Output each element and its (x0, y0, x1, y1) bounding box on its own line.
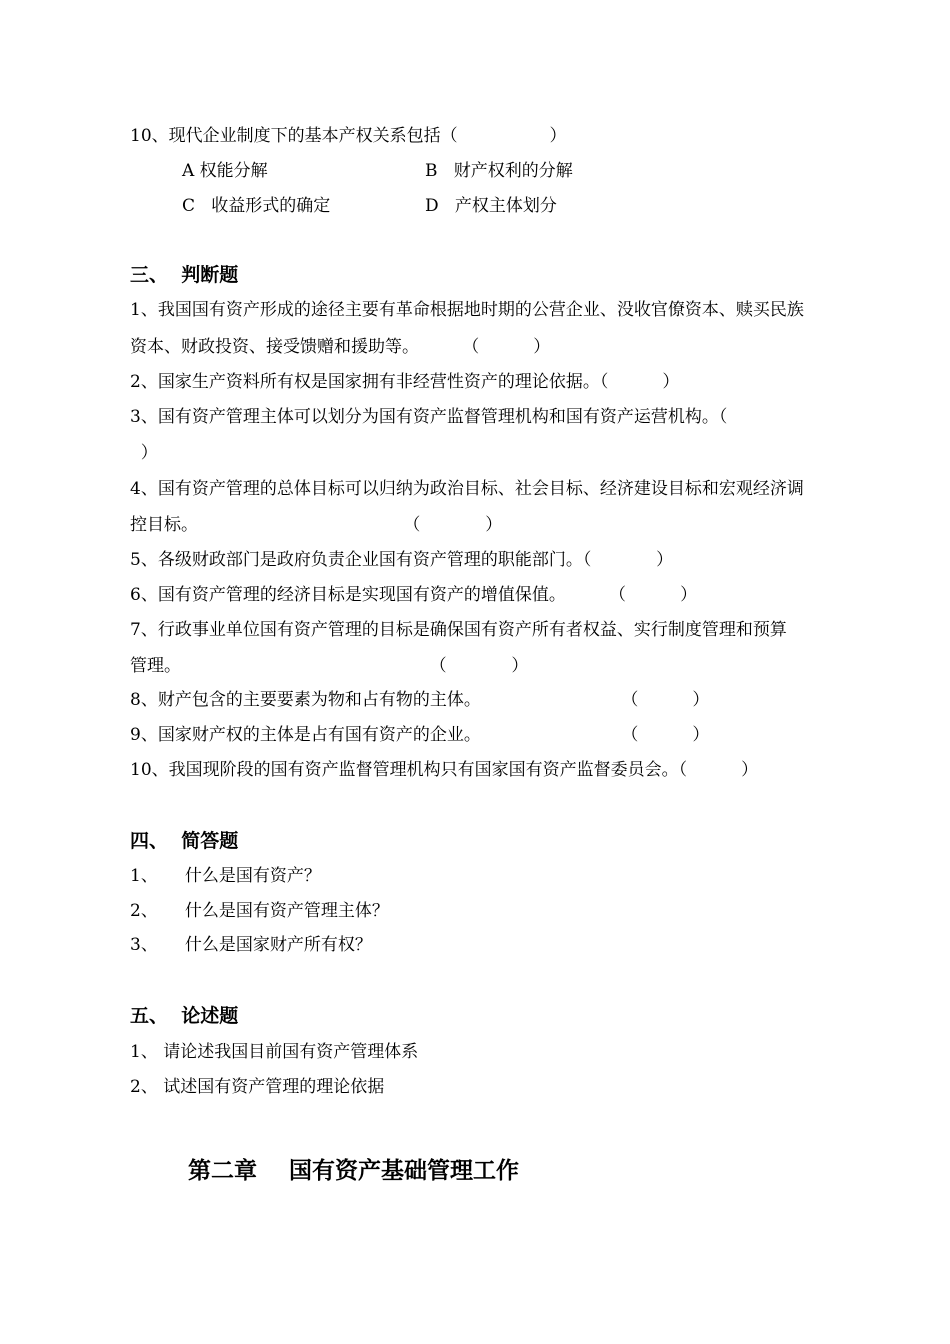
judgement-line: 1、我国国有资产形成的途径主要有革命根据地时期的公营企业、没收官僚资本、赎买民族 (130, 300, 804, 320)
short-answer-item: 3、 什么是国家财产所有权？ (130, 935, 372, 955)
short-answer-item: 2、 什么是国有资产管理主体？ (130, 901, 389, 921)
judgement-line: 4、国有资产管理的总体目标可以归纳为政治目标、社会目标、经济建设目标和宏观经济调 (130, 479, 804, 499)
section-title-short-answer: 四、 简答题 (130, 830, 239, 852)
judgement-line: ） (130, 443, 158, 463)
option-d: D 产权主体划分 (425, 196, 557, 216)
judgement-line: 10、我国现阶段的国有资产监督管理机构只有国家国有资产监督委员会。（ ） (130, 760, 759, 780)
question-10: 10、现代企业制度下的基本产权关系包括（ ） (130, 126, 567, 146)
chapter-title: 第二章 国有资产基础管理工作 (188, 1158, 520, 1184)
option-b: B 财产权利的分解 (425, 161, 573, 181)
judgement-line: 2、国家生产资料所有权是国家拥有非经营性资产的理论依据。（ ） (130, 372, 680, 392)
judgement-line: 管理。 （ ） (130, 656, 529, 676)
short-answer-item: 1、 什么是国有资产？ (130, 866, 321, 886)
section-title-essay: 五、 论述题 (130, 1005, 239, 1027)
essay-item: 2、 试述国有资产管理的理论依据 (130, 1077, 385, 1097)
judgement-line: 5、各级财政部门是政府负责企业国有资产管理的职能部门。（ ） (130, 550, 674, 570)
section-title-judgement: 三、 判断题 (130, 264, 239, 286)
judgement-line: 8、财产包含的主要要素为物和占有物的主体。 （ ） (130, 690, 710, 710)
judgement-line: 9、国家财产权的主体是占有国有资产的企业。 （ ） (130, 725, 710, 745)
judgement-line: 控目标。 （ ） (130, 515, 503, 535)
option-a: A 权能分解 (182, 161, 268, 181)
judgement-line: 资本、财政投资、接受馈赠和援助等。 （ ） (130, 337, 551, 357)
essay-item: 1、 请论述我国目前国有资产管理体系 (130, 1042, 419, 1062)
judgement-line: 3、国有资产管理主体可以划分为国有资产监督管理机构和国有资产运营机构。（ (130, 407, 728, 427)
judgement-line: 6、国有资产管理的经济目标是实现国有资产的增值保值。 （ ） (130, 585, 698, 605)
judgement-line: 7、行政事业单位国有资产管理的目标是确保国有资产所有者权益、实行制度管理和预算 (130, 620, 787, 640)
option-c: C 收益形式的确定 (182, 196, 331, 216)
